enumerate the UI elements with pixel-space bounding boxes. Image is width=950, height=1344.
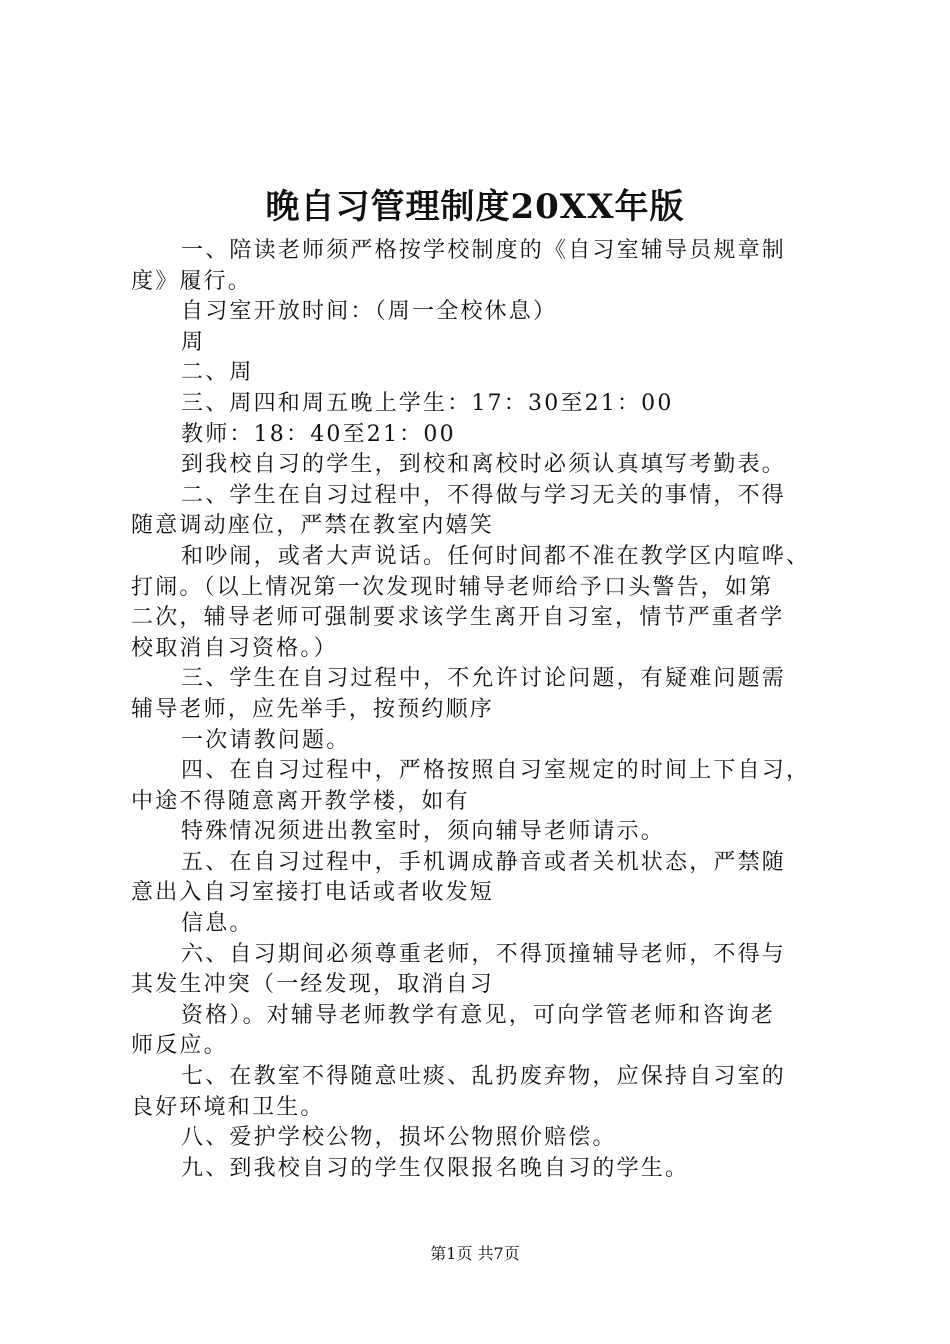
text-line: 四、在自习过程中，严格按照自习室规定的时间上下自习， <box>181 758 811 784</box>
text-line: 度》履行。 <box>131 268 253 294</box>
text-line: 其发生冲突（一经发现，取消自习 <box>131 972 495 998</box>
text-line: 意出入自习室接打电话或者收发短 <box>131 880 495 906</box>
text-line: 七、在教室不得随意吐痰、乱扔废弃物，应保持自习室的 <box>181 1064 787 1090</box>
text-line: 三、周四和周五晚上学生：17：30至21：00 <box>181 390 674 416</box>
text-line: 资格）。对辅导老师教学有意见，可向学管老师和咨询老 <box>181 1002 776 1028</box>
document-title: 晚自习管理制度20XX年版 <box>265 187 685 227</box>
text-line: 特殊情况须进出教室时，须向辅导老师请示。 <box>181 819 666 845</box>
text-line: 二、周 <box>181 360 254 386</box>
text-line: 师反应。 <box>131 1033 228 1059</box>
text-line: 一、陪读老师须严格按学校制度的《自习室辅导员规章制 <box>181 238 787 263</box>
text-line: 和吵闹，或者大声说话。任何时间都不准在教学区内喧哗、 <box>181 543 811 569</box>
text-line: 八、爱护学校公物，损坏公物照价赔偿。 <box>181 1125 617 1151</box>
text-line: 信息。 <box>181 911 254 937</box>
text-line: 九、到我校自习的学生仅限报名晚自习的学生。 <box>181 1155 690 1181</box>
text-line: 随意调动座位，严禁在教室内嬉笑 <box>131 513 495 539</box>
page-number-footer: 第1页 共7页 <box>430 1244 520 1263</box>
text-line: 五、在自习过程中，手机调成静音或者关机状态，严禁随 <box>181 849 787 875</box>
text-line: 二次，辅导老师可强制要求该学生离开自习室，情节严重者学 <box>131 605 785 631</box>
text-line: 自习室开放时间：（周一全校休息） <box>181 299 558 325</box>
text-line: 校取消自习资格。） <box>131 635 338 661</box>
text-line: 辅导老师，应先举手，按预约顺序 <box>131 696 495 722</box>
text-line: 六、自习期间必须尊重老师，不得顶撞辅导老师，不得与 <box>181 941 787 967</box>
text-line: 教师：18：40至21：00 <box>181 421 456 447</box>
document-body <box>131 236 831 1184</box>
text-line: 三、学生在自习过程中，不允许讨论问题，有疑难问题需 <box>181 666 787 692</box>
text-line: 打闹。（以上情况第一次发现时辅导老师给予口头警告，如第 <box>131 574 774 600</box>
text-line: 到我校自习的学生，到校和离校时必须认真填写考勤表。 <box>181 452 787 478</box>
text-line: 周 <box>181 329 206 355</box>
text-line: 二、学生在自习过程中，不得做与学习无关的事情，不得 <box>181 482 787 508</box>
text-line: 良好环境和卫生。 <box>131 1094 325 1120</box>
text-line: 中途不得随意离开教学楼，如有 <box>131 788 470 814</box>
text-line: 一次请教问题。 <box>181 727 351 753</box>
